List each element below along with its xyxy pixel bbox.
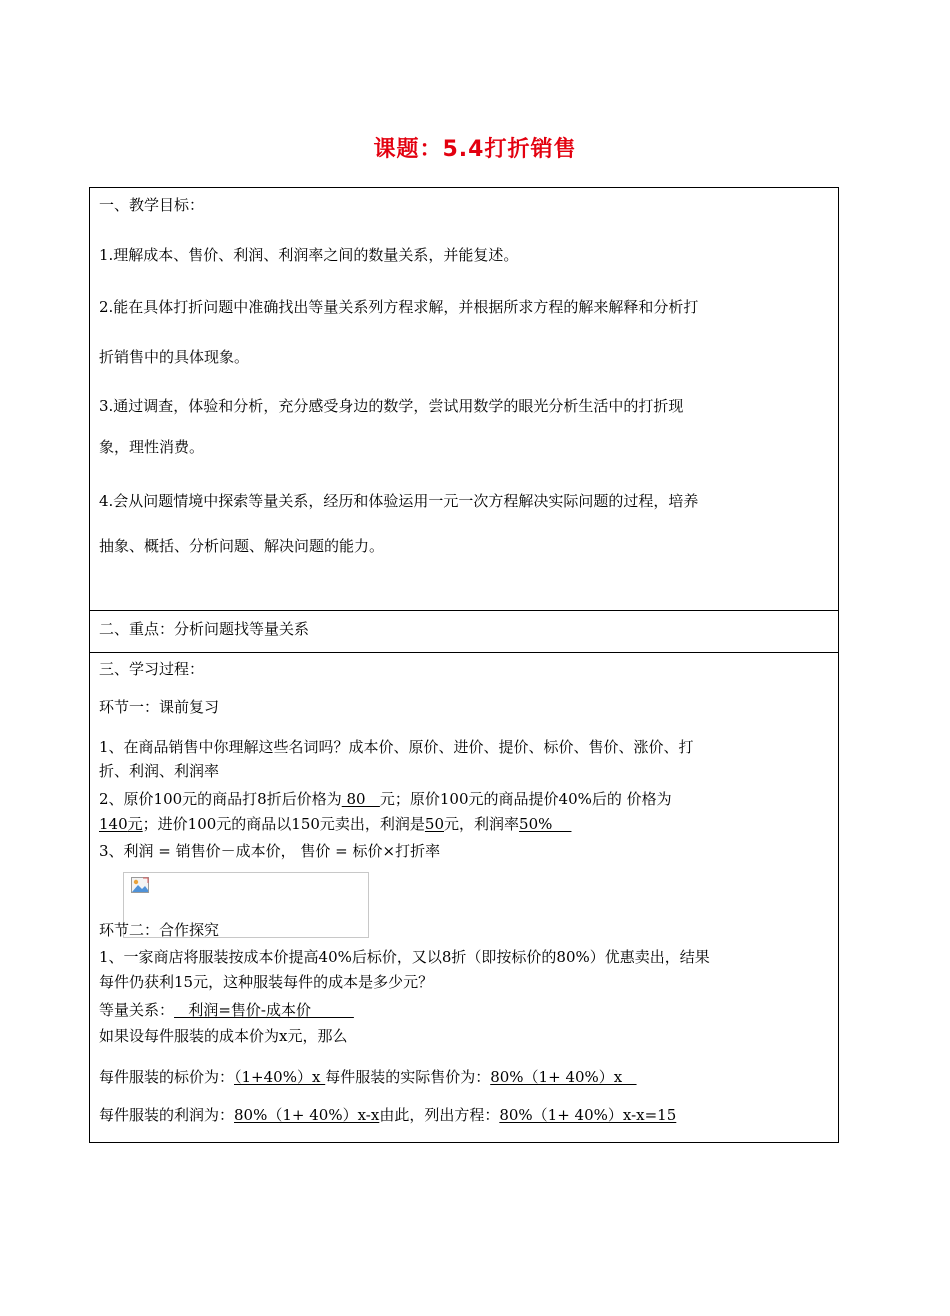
problem-1-line-2: 每件仍获利15元，这种服装每件的成本是多少元？ xyxy=(99,973,434,991)
set-variable: 如果设每件服装的成本价为x元，那么 xyxy=(99,1027,348,1045)
process-heading: 三、学习过程： xyxy=(99,660,205,678)
selling-price-answer: 80%（1+ 40%）x xyxy=(490,1068,637,1086)
q2-answer-1: 80 xyxy=(341,790,380,808)
objectives-heading: 一、教学目标： xyxy=(99,196,205,214)
goal-3-line-2: 象，理性消费。 xyxy=(99,438,205,456)
question-2-line-1 xyxy=(99,789,672,809)
question-1-line-2: 折、利润、利润率 xyxy=(99,762,220,780)
q2-text-i: ，利润率 xyxy=(459,815,520,833)
page-title: 课题：5.4打折销售 xyxy=(373,137,577,162)
marked-price-answer: （1+40%）x xyxy=(234,1068,326,1086)
part2-title: 环节二：合作探究 xyxy=(99,921,220,939)
q2-text-f: ；进价100元的商品以150元卖出，利润是 xyxy=(142,815,425,833)
equation-answer: 80%（1+ 40%）x-x=15 xyxy=(499,1106,677,1124)
goal-2-line-2: 折销售中的具体现象。 xyxy=(99,348,250,366)
goal-3-line-1: 3.通过调查，体验和分析，充分感受身边的数学，尝试用数学的眼光分析生活中的打折现 xyxy=(99,397,684,415)
profit-line xyxy=(99,1105,676,1125)
q2-text-c: 元；原价100元的商品提价40%后的 价格为 xyxy=(379,790,672,808)
profit-text-c: 由此，列出方程： xyxy=(379,1106,500,1124)
marked-price-line xyxy=(99,1067,637,1087)
goal-4-line-2: 抽象、概括、分析问题、解决问题的能力。 xyxy=(99,537,385,555)
q2-text-a: 2、原价100元的商品打8折后价格为 xyxy=(99,790,342,808)
profit-answer: 80%（1+ 40%）x-x xyxy=(234,1106,380,1124)
problem-1-line-1: 1、一家商店将服装按成本价提高40%后标价，又以8折（即按标价的80%）优惠卖出，结果 xyxy=(99,948,710,966)
equal-relation-label: 等量关系： xyxy=(99,1001,175,1019)
q2-answer-3: 50 xyxy=(424,815,445,833)
q2-answer-4: 50% xyxy=(519,815,572,833)
goal-2-line-1: 2.能在具体打折问题中准确找出等量关系列方程求解，并根据所求方程的解来解释和分析打 xyxy=(99,298,699,316)
goal-4-line-1: 4.会从问题情境中探索等量关系，经历和体验运用一元一次方程解决实际问题的过程，培养 xyxy=(99,492,699,510)
question-1-line-1: 1、在商品销售中你理解这些名词吗？成本价、原价、进价、提价、标价、售价、涨价、打 xyxy=(99,738,694,756)
part1-title: 环节一：课前复习 xyxy=(99,698,220,716)
mark-text-c: 每件服装的实际售价为： xyxy=(325,1068,491,1086)
goal-1: 1.理解成本、售价、利润、利润率之间的数量关系，并能复述。 xyxy=(99,246,519,264)
equal-relation xyxy=(99,1000,354,1020)
profit-text-a: 每件服装的利润为： xyxy=(99,1106,235,1124)
q2-unit-2: 元 xyxy=(127,815,143,833)
equal-relation-value: 利润=售价-成本价 xyxy=(174,1001,354,1019)
key-point: 二、重点：分析问题找等量关系 xyxy=(99,620,310,638)
q2-answer-2: 140 xyxy=(99,815,128,833)
broken-image-icon xyxy=(131,877,149,893)
q2-unit-3: 元 xyxy=(444,815,460,833)
question-2-line-2 xyxy=(99,814,571,834)
mark-text-a: 每件服装的标价为： xyxy=(99,1068,235,1086)
question-3: 3、利润 = 销售价－成本价， 售价 = 标价×打折率 xyxy=(99,842,441,860)
